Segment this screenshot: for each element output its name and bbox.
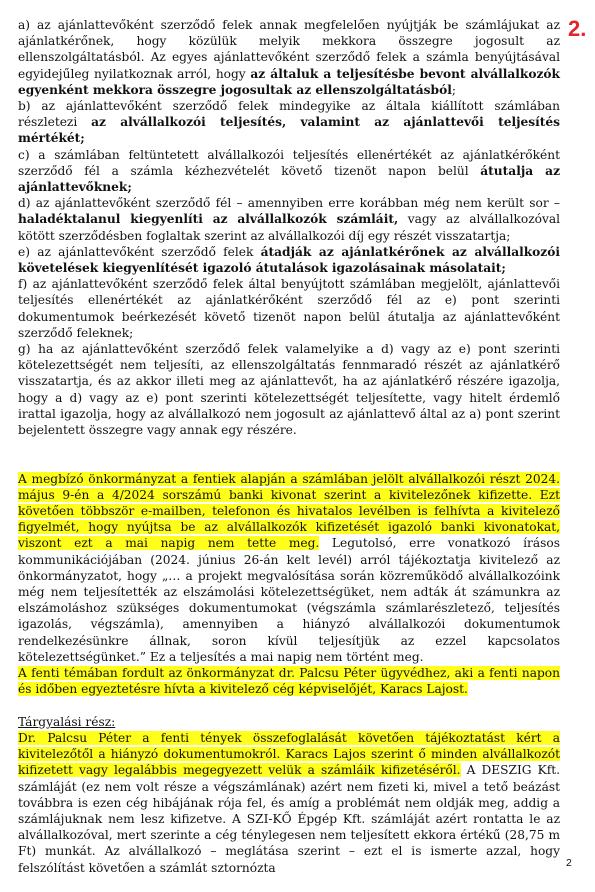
item-g: g) ha az ajánlattevőként szerződő felek valamelyike a d) vagy az e) pont szerinti kötelezettségét nem teljesíti, az ellenszolgáltatás fennmaradó részét az ajánlatkérő visszatartja, és az akkor illeti meg az ajánlattevőt, ha az ajánlatkérő részére igazolja, hogy a d) vagy az e) pont szerinti kötelezettségét teljesítette, vagy hitelt érdemlő irattal igazolja, hogy az alvállalkozó nem jogosult az ajánlattevő által az a) pont szerint bejelentett összegre vagy annak egy részére.: [18, 342, 560, 438]
item-e: e) az ajánlattevőként szerződő felek átadják az ajánlatkérőnek az alvállalkozói követelések kiegyenlítését igazoló átutalások igazolásainak másolatait;: [18, 244, 560, 276]
item-a: a) az ajánlattevőként szerződő felek annak megfelelően nyújtják be számlájukat az ajánlatkérőnek, hogy közülük melyik mekkora összegre jogosult az ellenszolgáltatásból. Az egyes ajánlattevőként szerződő felek a számla benyújtásával egyidejűleg nyilatkoznak arról, hogy az általuk a teljesítésbe bevont alvállalkozók egyenként mekkora összegre jogosultak az ellenszolgáltatásból;: [18, 18, 560, 97]
page-marker: 2.: [568, 16, 587, 41]
paragraph-payment: A megbízó önkormányzat a fentiek alapján a számlában jelölt alvállalkozói részt 2024. május 9-én a 4/2024 sorszámú banki kivonat szerint a kivitelezőnek kifizette. Ezt követően többször e-mailben, telefonon és hivatalos levélben is felhívta a kivitelező figyelmét, hogy nyújtsa be az alvállalkozók kifizetését igazoló banki kivonatokat, viszont ezt a mai napig nem tette meg. Legutolsó, erre vonatkozó írásos kommunikációjában (2024. június 26-án kelt levél) arról tájékoztatja kivitelező az önkormányzatot, hogy „… a projekt megvalósítása során közreműködő alvállalkozóink még nem teljesítették az elszámolási kötelezettségüket, nem adták át számunkra az elszámoláshoz szükséges dokumentumokat (végszámla számlarészletező, teljesítés igazolás, végszámla), amennyiben a hiányzó alvállalkozói dokumentumok rendelkezésünkre állnak, soron kívül teljesítjük az ezzel kapcsolatos kötelezettségünket.” Ez a teljesítés a mai napig nem történt meg.: [18, 471, 560, 664]
paragraph-lawyer: [18, 665, 560, 697]
highlighted-text: A megbízó önkormányzat a fentiek alapján a számlában jelölt alvállalkozói részt 2024. május 9-én a 4/2024 sorszámú banki kivonat szerint a kivitelezőnek kifizette. Ezt követően többször e-mailben, telefonon és hivatalos levélben is felhívta a kivitelező figyelmét, hogy nyújtsa be az alvállalkozók kifizetését igazoló banki kivonatokat, viszont ezt a mai napig nem tette meg.: [18, 471, 560, 551]
item-d: d) az ajánlattevőként szerződő fél – amennyiben erre korábban még nem került sor – haladéktalanul kiegyenlíti az alvállalkozók számláit, vagy az alvállalkozóval kötött szerződésben foglaltak szerint az alvállalkozói díj egy részét visszatartja;: [18, 196, 561, 243]
highlighted-text: A fenti témában fordult az önkormányzat dr. Palcsu Péter ügyvédhez, aki a fenti napon és időben egyeztetésre hívta a kivitelező cég képviselőjét, Karacs Lajost.: [18, 666, 560, 697]
section-heading: Tárgyalási rész:: [18, 714, 116, 729]
document-body: [18, 17, 560, 876]
item-f: f) az ajánlattevőként szerződő felek által benyújtott számlában megjelölt, ajánlattevői teljesítés ellenértékét az ajánlatkérőként szerződő fél az e) pont szerinti dokumentumok beérkezését követő tizenöt napon belül átutalja az ajánlattevőként szerződő feleknek;: [18, 277, 560, 340]
page-number: 2: [566, 857, 572, 869]
highlighted-text: Dr. Palcsu Péter a fenti tények összefoglalását követően tájékoztatást kért a kivitelezőtől a hiányzó dokumentumokról. Karacs Lajos szerint ő minden alvállalkozót kifizetett vagy legalábbis megegyezett velük a számláik kifizetéséről.: [18, 730, 560, 778]
item-b: b) az ajánlattevőként szerződő felek mindegyike az általa kiállított számlában részletezi az alvállalkozói teljesítés, valamint az ajánlattevői teljesítés mértékét;: [18, 99, 560, 146]
item-c: c) a számlában feltüntetett alvállalkozói teljesítés ellenértékét az ajánlatkérőként szerződő fél a számla kézhezvételét követő tizenöt napon belül átutalja az ajánlattevőknek;: [18, 147, 560, 195]
paragraph-negotiation: Dr. Palcsu Péter a fenti tények összefoglalását követően tájékoztatást kért a kivitelezőtől a hiányzó dokumentumokról. Karacs Lajos szerint ő minden alvállalkozót kifizetett vagy legalábbis megegyezett velük a számláik kifizetéséről. A DESZIG Kft. számláját (ez nem volt része a végszámlának) azért nem fizeti ki, mivel a tető beázást továbbra is ezen cég hibájának rója fel, és amíg a problémát nem oldják meg, addig a számlájuknak nem lesz kifizetve. A SZI-KŐ Épgép Kft. számláját azért rontatta le az alvállalkozóval, mert szerinte a cég ténylegesen nem teljesített ekkora értékű (28,75 m Ft) munkát. Az alvállalkozó – meglátása szerint – ezt el is ismerte azzal, hogy felszólítást követően a számlát sztornózta: [18, 730, 560, 875]
